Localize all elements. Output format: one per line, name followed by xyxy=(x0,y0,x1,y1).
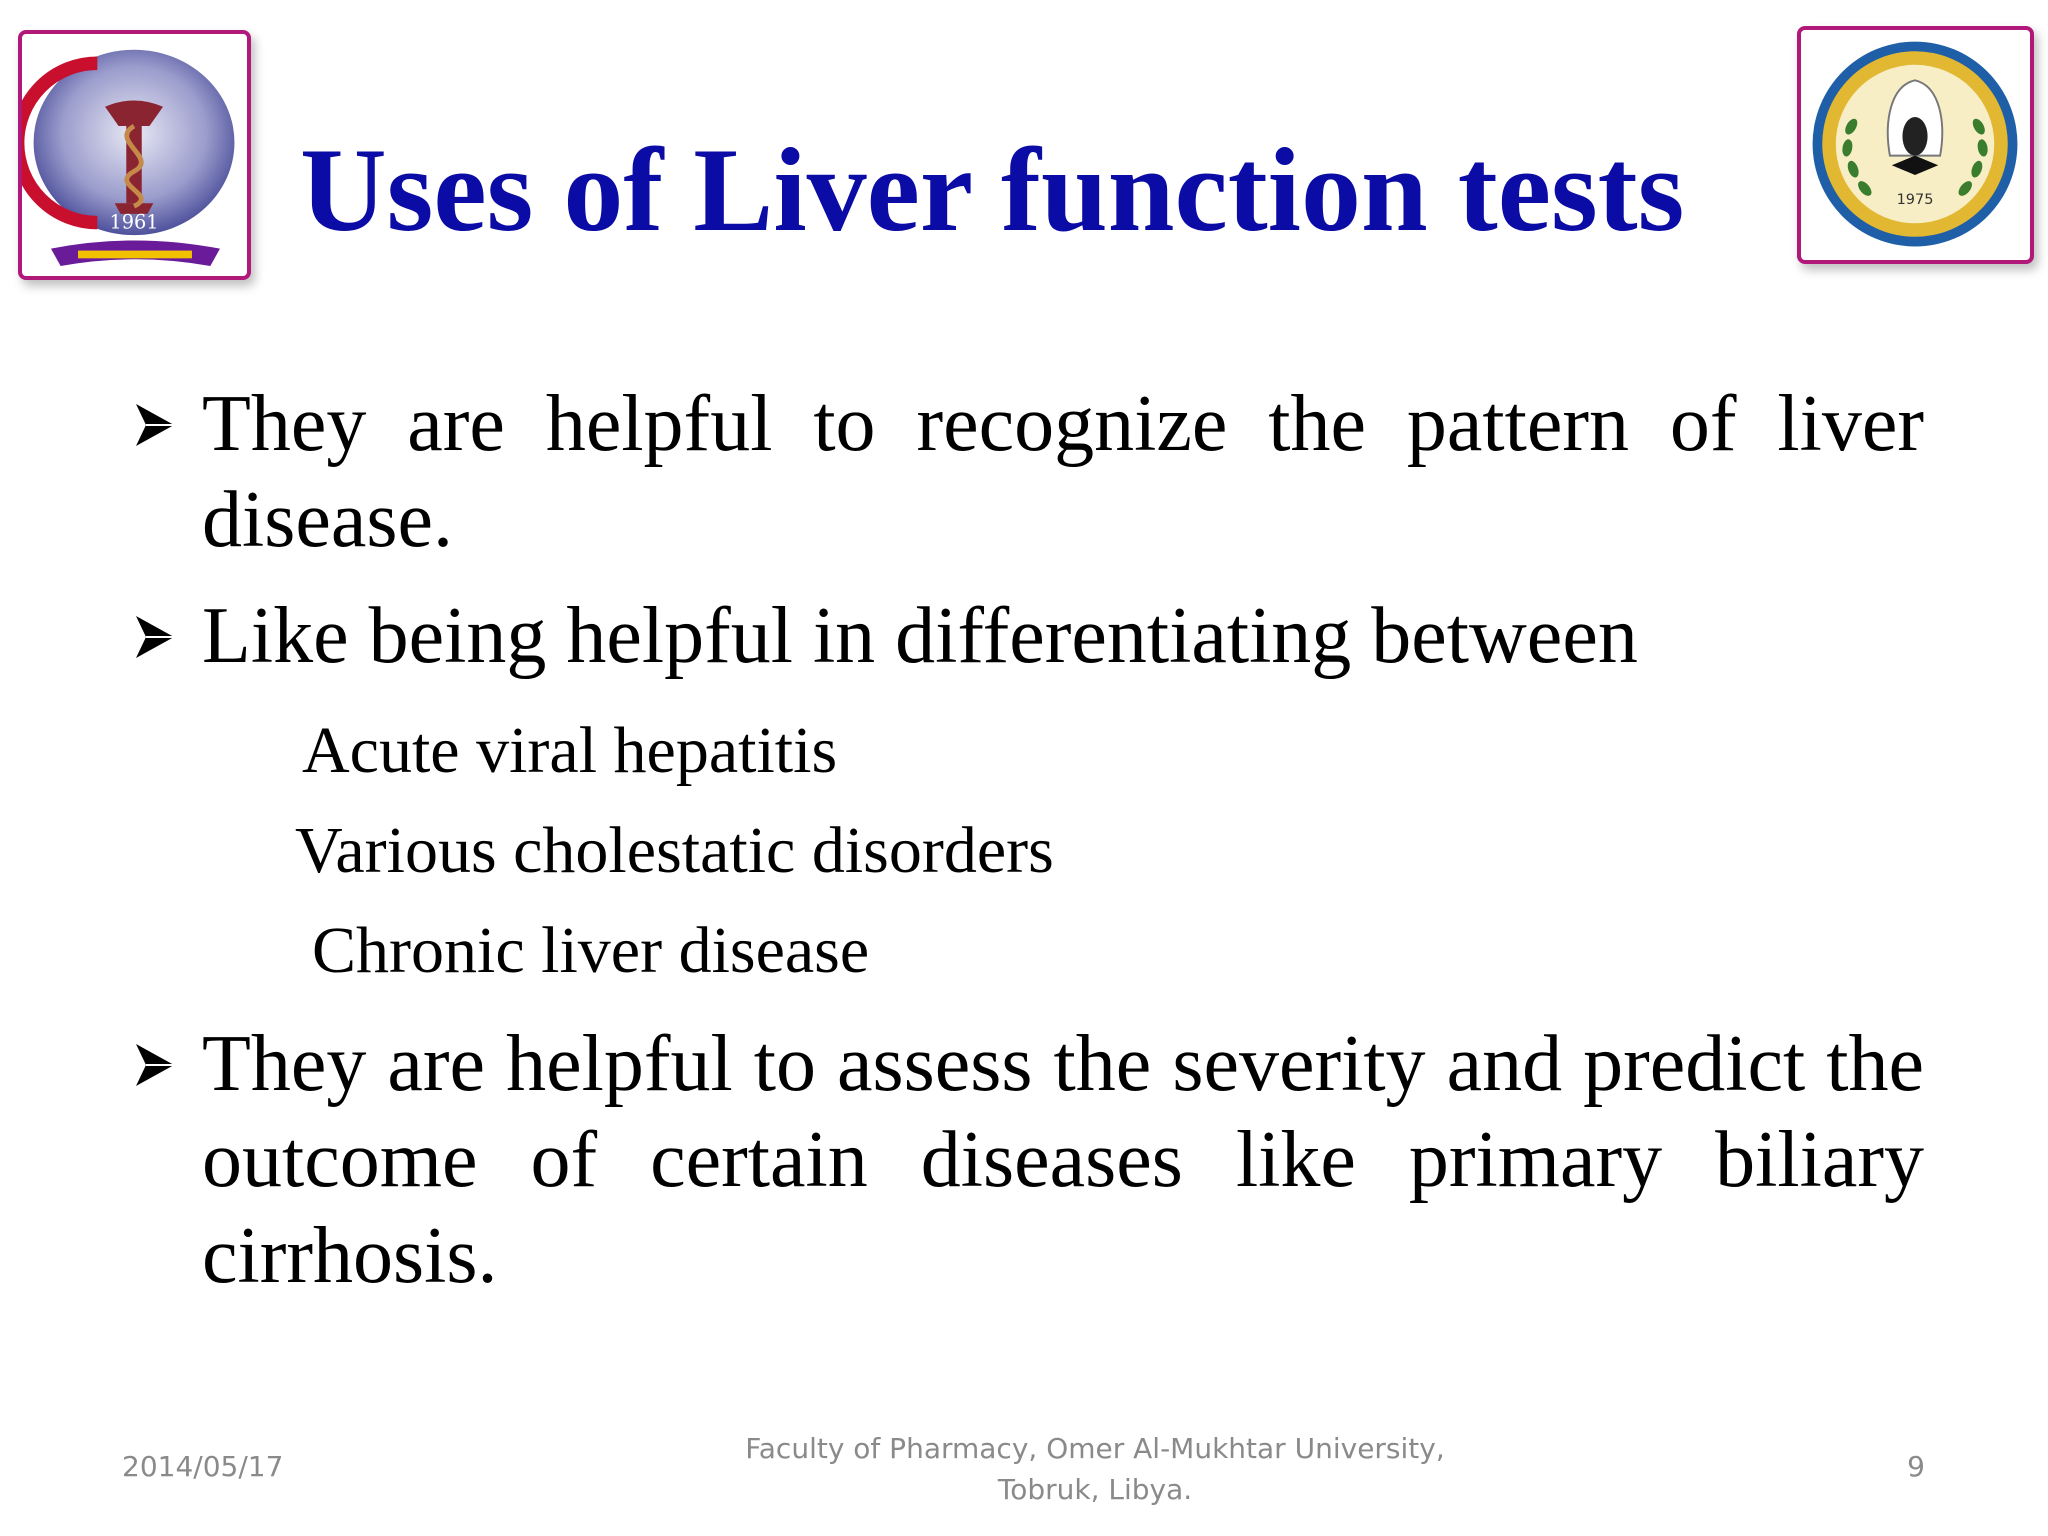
university-logo xyxy=(1797,26,2034,264)
arrow-bullet-icon xyxy=(130,1016,202,1304)
footer-institution xyxy=(700,1428,1490,1510)
pharmacy-emblem-icon xyxy=(22,34,247,276)
arrow-bullet-icon xyxy=(130,376,202,568)
bullet-text: They are helpful to recognize the pattern of liver disease. xyxy=(202,380,1924,564)
bullet-item xyxy=(130,588,1930,684)
slide-title: Uses of Liver function tests xyxy=(300,123,1685,256)
bullet-item xyxy=(130,1016,1930,1304)
svg-text:1961: 1961 xyxy=(109,210,159,234)
bullet-text: Like being helpful in differentiating between xyxy=(202,592,1638,680)
sub-list-item: Various cholestatic disorders xyxy=(295,814,1054,887)
footer-institution-line: Faculty of Pharmacy, Omer Al-Mukhtar University, xyxy=(745,1432,1445,1465)
page-number: 9 xyxy=(1907,1450,1925,1483)
sub-list-item: Chronic liver disease xyxy=(312,914,870,987)
bullet-item xyxy=(130,376,1930,568)
svg-text:1975: 1975 xyxy=(1896,191,1934,208)
faculty-logo xyxy=(18,30,251,280)
footer-institution-line: Tobruk, Libya. xyxy=(997,1473,1193,1506)
bullet-text: They are helpful to assess the severity and predict the outcome of certain diseases like primary biliary cirrhosis. xyxy=(202,1020,1924,1300)
sub-list-item: Acute viral hepatitis xyxy=(302,714,838,787)
university-seal-icon xyxy=(1801,30,2030,260)
arrow-bullet-icon xyxy=(130,588,202,684)
footer-date: 2014/05/17 xyxy=(122,1450,284,1483)
